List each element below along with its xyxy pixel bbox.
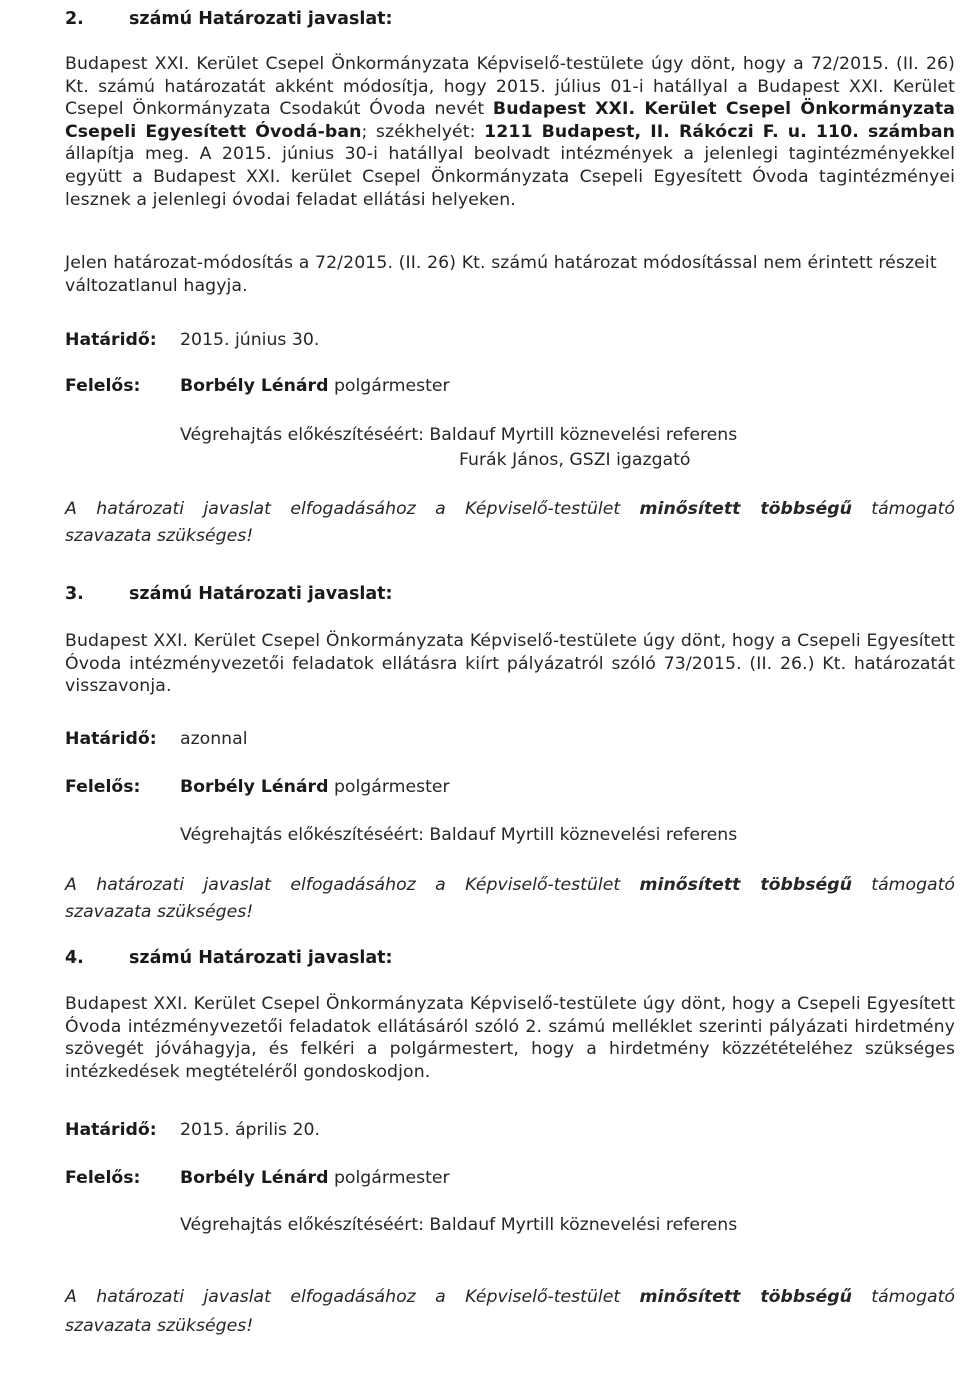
deadline-label: Határidő: [65, 1120, 157, 1140]
section-2-majority-note-line-2: szavazata szükséges! [65, 526, 254, 546]
section-4-heading [65, 947, 955, 969]
section-2-paragraph-1 [65, 53, 955, 211]
section-4-prep-line-1: Végrehajtás előkészítéséért: Baldauf Myrtill köznevelési referens [180, 1215, 738, 1235]
note-text: támogató [851, 875, 955, 895]
deadline-value: 2015. június 30. [180, 330, 320, 350]
section-3-heading [65, 583, 955, 605]
responsible-name: Borbély Lénárd [180, 376, 329, 396]
text-run: ; székhelyét: [361, 121, 485, 142]
note-text: A határozati javaslat elfogadásához a Képviselő-testület [65, 875, 640, 895]
deadline-label: Határidő: [65, 330, 157, 350]
section-3-prep-line-1: Végrehajtás előkészítéséért: Baldauf Myrtill köznevelési referens [180, 825, 738, 845]
section-number: 4. [65, 948, 84, 968]
section-number: 2. [65, 9, 84, 29]
section-2-paragraph-2 [65, 252, 955, 297]
text-run: Jelen határozat-módosítás a 72/2015. (II. 26) Kt. számú határozat módosítással nem érintett részeit változatlanul hagyja. [65, 253, 937, 296]
responsible-role: polgármester [328, 1168, 450, 1188]
note-text: A határozati javaslat elfogadásához a Képviselő-testület [65, 1287, 640, 1307]
section-title: számú Határozati javaslat: [129, 9, 393, 29]
note-bold: minősített többségű [639, 875, 852, 895]
section-2-majority-note [65, 497, 955, 521]
bold-run: 1211 Budapest, II. Rákóczi F. u. 110. számban [484, 121, 955, 142]
text-run: Budapest XXI. Kerület Csepel Önkormányzata Képviselő-testülete úgy dönt, hogy a Csepeli Egyesített Óvoda intézményvezetői feladatok ellátásáról szóló 2. számú melléklet szerinti pályázati hirdetmény szövegét jóváhagyja, és felkéri a polgármestert, hogy a hirdetmény közzétételéhez szükséges intézkedések megtételéről gondoskodjon. [65, 994, 955, 1082]
responsible-name: Borbély Lénárd [180, 777, 329, 797]
section-title: számú Határozati javaslat: [129, 584, 393, 604]
section-title: számú Határozati javaslat: [129, 948, 393, 968]
responsible-label: Felelős: [65, 777, 141, 797]
section-4-majority-note [65, 1285, 955, 1309]
text-run: Budapest XXI. Kerület Csepel Önkormányzata Képviselő-testülete úgy dönt, hogy a Csepeli Egyesített Óvoda intézményvezetői feladatok ellátásra kiírt pályázatról szóló 73/2015. (II. 26.) Kt. határozatát visszavonja. [65, 631, 955, 697]
responsible-label: Felelős: [65, 1168, 141, 1188]
responsible-role: polgármester [328, 777, 450, 797]
note-text: támogató [851, 499, 955, 519]
deadline-value: 2015. április 20. [180, 1120, 321, 1140]
text-run: Budapest XXI. Kerület Csepel Önkormányzata Képviselő-testülete úgy dönt, hogy a 72/2015. (II. 26) Kt. számú határozatát akként módosítja, hogy 2015. július 01-i hatállyal a Budapest XXI. Kerület Csepel Önkormányzata Csodakút Óvoda nevét [65, 54, 955, 120]
section-2-heading [65, 8, 955, 30]
deadline-label: Határidő: [65, 729, 157, 749]
deadline-value: azonnal [180, 729, 248, 749]
responsible-role: polgármester [328, 376, 450, 396]
section-2-prep-line-1: Végrehajtás előkészítéséért: Baldauf Myrtill köznevelési referens [180, 425, 738, 445]
responsible-label: Felelős: [65, 376, 141, 396]
section-3-majority-note-line-2: szavazata szükséges! [65, 902, 254, 922]
note-bold: minősített többségű [639, 499, 852, 519]
bold-run: Budapest XXI. Kerület Csepel Önkormányzata Csepeli Egyesített Óvodá-ban [65, 99, 955, 142]
note-text: támogató [851, 1287, 955, 1307]
responsible-name: Borbély Lénárd [180, 1168, 329, 1188]
section-4-majority-note-line-2: szavazata szükséges! [65, 1316, 254, 1336]
note-bold: minősített többségű [639, 1287, 852, 1307]
section-3-majority-note [65, 873, 955, 897]
note-text: A határozati javaslat elfogadásához a Képviselő-testület [65, 499, 640, 519]
section-3-paragraph-1 [65, 630, 955, 698]
section-4-paragraph-1 [65, 993, 955, 1083]
text-run: állapítja meg. A 2015. június 30-i hatállyal beolvadt intézmények a jelenlegi tagintézményekkel együtt a Budapest XXI. kerület Csepel Önkormányzata Csepeli Egyesített Óvoda tagintézményei lesznek a jelenlegi óvodai feladat ellátási helyeken. [65, 144, 955, 210]
section-number: 3. [65, 584, 84, 604]
section-2-prep-line-2: Furák János, GSZI igazgató [459, 450, 691, 470]
